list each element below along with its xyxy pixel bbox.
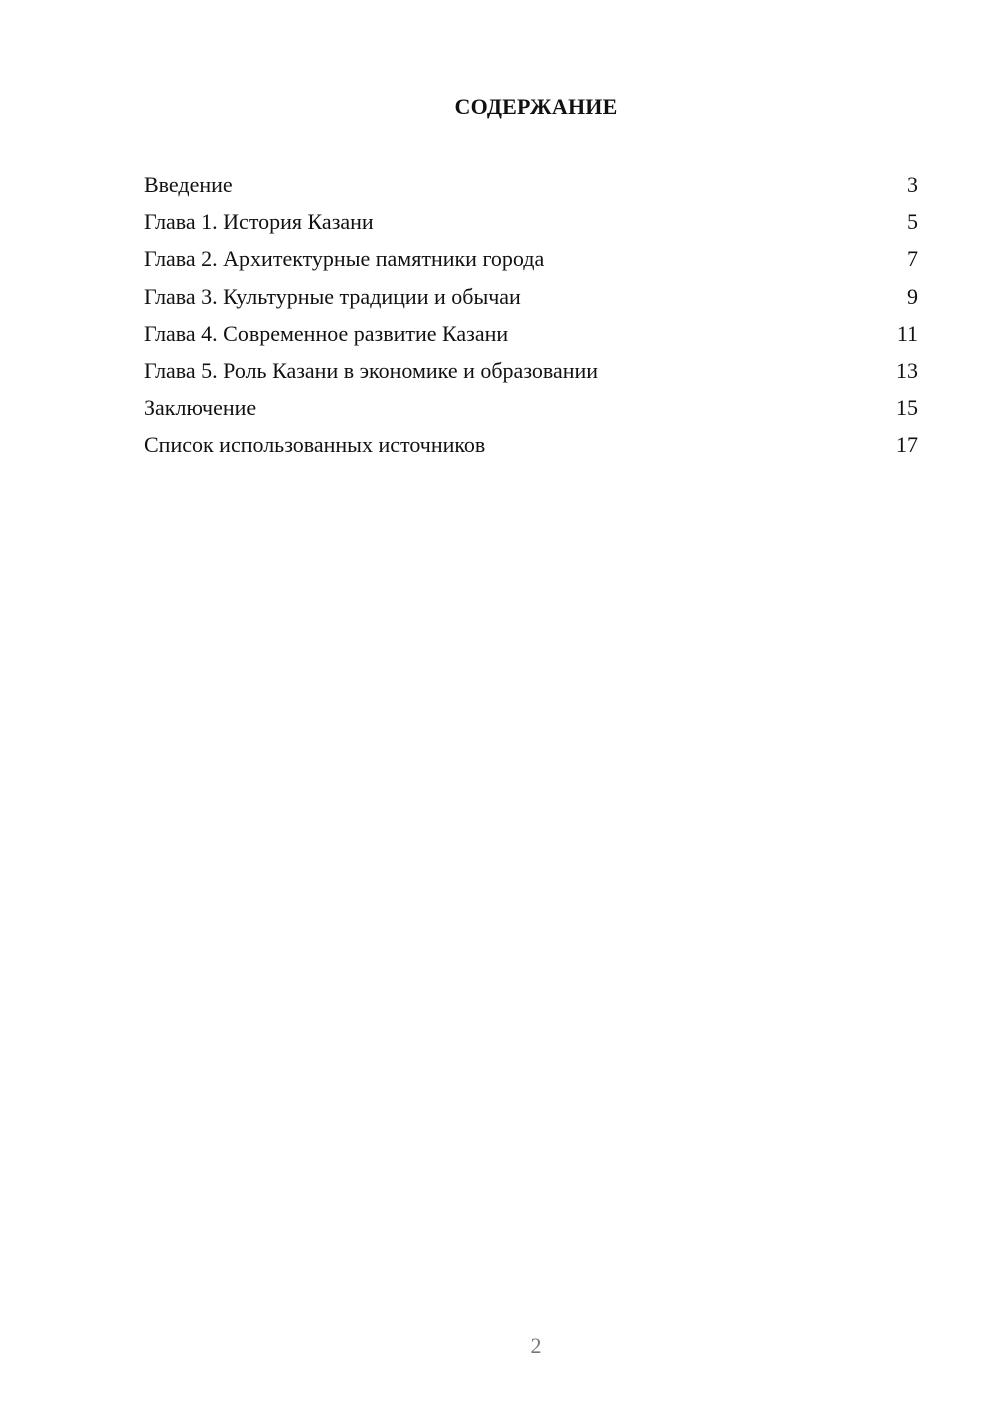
toc-entry-page: 3 xyxy=(907,172,918,197)
toc-entry-label: Глава 4. Современное развитие Казани xyxy=(144,320,509,346)
toc-entry-label: Список использованных источников xyxy=(144,432,486,458)
toc-entry-page: 11 xyxy=(896,320,918,346)
toc-entry-label: Глава 1. История Казани xyxy=(144,209,374,235)
toc-entry-references xyxy=(144,430,918,467)
page-number: 2 xyxy=(530,1333,542,1358)
toc-entry-chapter-1 xyxy=(144,207,918,244)
toc-entry-label: Глава 3. Культурные традиции и обычаи xyxy=(144,283,521,309)
toc-entry-chapter-4 xyxy=(144,319,918,356)
toc-entry-label: Глава 5. Роль Казани в экономике и образовании xyxy=(144,357,599,383)
toc-entry-page: 5 xyxy=(907,209,918,235)
toc-entry-label: Глава 2. Архитектурные памятники города xyxy=(144,246,545,272)
toc-entry-chapter-3 xyxy=(144,282,918,319)
toc-entry-label: Введение xyxy=(144,172,233,197)
toc-entry-page: 17 xyxy=(896,432,918,458)
toc-entry-page: 13 xyxy=(896,357,918,383)
toc-entry-label: Заключение xyxy=(144,395,257,421)
toc-entry-page: 7 xyxy=(907,246,918,272)
toc-entry-page: 9 xyxy=(907,283,918,309)
toc-entry-chapter-2 xyxy=(144,244,918,281)
table-of-contents xyxy=(144,170,918,468)
toc-entry-chapter-5 xyxy=(144,356,918,393)
toc-heading: СОДЕРЖАНИЕ xyxy=(454,94,618,119)
toc-entry-page: 15 xyxy=(896,395,918,421)
toc-entry-introduction xyxy=(144,170,918,207)
toc-entry-conclusion xyxy=(144,393,918,430)
